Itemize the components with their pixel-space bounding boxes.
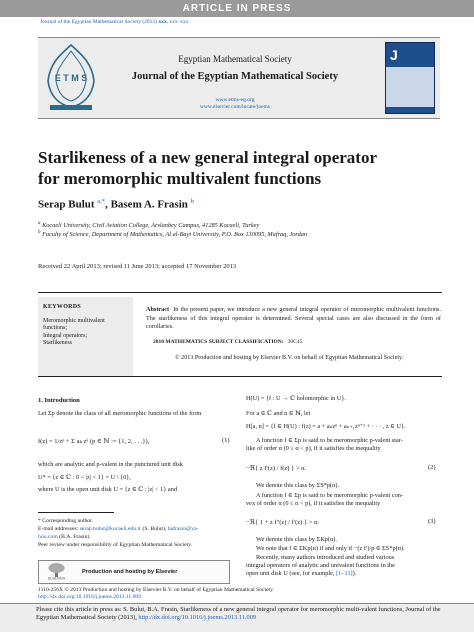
elsevier-tree-icon [41, 562, 81, 580]
msc-classification: 2010 MATHEMATICS SUBJECT CLASSIFICATION: 30C45 [153, 339, 303, 345]
journal-reference[interactable]: Journal of the Egyptian Mathematical Society (2013) xxx, xxx–xxx [40, 19, 189, 25]
author-1[interactable]: Serap Bulut [38, 198, 95, 211]
reference-link[interactable]: [1–11] [336, 570, 353, 577]
equation-3-number: (3) [428, 518, 436, 525]
keywords-heading: KEYWORDS [43, 304, 82, 310]
journal-cover-image [385, 42, 435, 114]
footnote-rule [38, 512, 114, 513]
logo-lettering: E T M S [54, 73, 88, 83]
email-link-frasin-cont[interactable]: hoo.com [38, 533, 58, 540]
right-text: open unit disk U (see, for example, [1–11]). [246, 570, 357, 577]
keyword-item: Starlikeness [43, 340, 72, 346]
society-name: Egyptian Mathematical Society [178, 54, 292, 64]
received-dates: Received 22 April 2013; revised 11 June 2013; accepted 17 November 2013 [38, 263, 237, 270]
right-text: We denote this class by ΣS*p(α). [256, 482, 340, 489]
article-in-press-banner: ARTICLE IN PRESS [0, 0, 474, 17]
elsevier-logo-word: ELSEVIER [47, 576, 66, 580]
elsevier-url-link[interactable]: www.elsevier.com/locate/joems [200, 104, 270, 110]
equation-2-number: (2) [428, 464, 436, 471]
right-text: Recently, many authors introduced and studied various [256, 554, 395, 561]
citation-doi-link[interactable]: http://dx.doi.org/10.1016/j.joems.2013.11.009 [138, 614, 257, 622]
intro-paragraph-3: where U is the open unit disk U = {z ∈ ℂ : |z| < 1} and [38, 486, 178, 493]
journal-name: Journal of the Egyptian Mathematical Society [131, 71, 339, 82]
right-text: For a ∈ ℂ and n ∈ ℕ, let [246, 410, 311, 417]
equation-1-number: (1) [222, 437, 230, 444]
peer-review-note: Peer review under responsibility of Egyptian Mathematical Society. [38, 542, 193, 548]
author-2[interactable]: , Basem A. Frasin [105, 198, 188, 211]
elsevier-hosting-text: Production and hosting by Elsevier [82, 569, 178, 575]
right-text: We denote this class by ΣKp(α). [256, 536, 337, 543]
author-2-affiliation-mark[interactable]: b [190, 198, 194, 205]
affiliation-a: $^a$ Kocaeli University, Civil Aviation College, Arslanbey Campus, 41285 Kocaeli, Turkey [38, 221, 260, 230]
article-title: Starlikeness of a new general integral operator for meromorphic multivalent functions [38, 148, 377, 188]
equation-2: −ℜ{ z f′(z) / f(z) } > α. [246, 465, 307, 472]
copyright-notice: © 2013 Production and hosting by Elsevier B.V. on behalf of Egyptian Mathematical Society. [175, 355, 404, 361]
keyword-item: Meromorphic multivalent [43, 318, 105, 324]
intro-paragraph-2: which are analytic and p-valent in the punctured unit disk [38, 461, 183, 468]
abstract: Abstract In the present paper, we introduce a new general integral operator of meromorphic multivalent functions. The starlikeness of this integral operator is determined. Several special cases are also discussed in the form of corollaries. [146, 306, 441, 331]
society-logo [42, 41, 100, 113]
issn-line: 1110-256X © 2013 Production and hosting by Elsevier B.V. on behalf of Egyptian Mathematical Society. http://dx.doi.org/10.1016/j.joems.2013.11.009 [38, 587, 442, 602]
right-text: A function f ∈ Σp is said to be meromorphic p-valent star- [256, 437, 403, 444]
right-text: We note that f ∈ ΣKp(α) if and only if −(z f′)/p ∈ ΣS*p(α). [256, 545, 405, 552]
right-text: like of order α (0 ≤ α < p), if it satisfies the inequality [246, 445, 381, 452]
author-1-affiliation-mark[interactable]: a,* [97, 198, 106, 205]
affiliation-b: $^b$ Faculty of Science, Department of Mathematics, Al al-Bayt University, P.O. Box 130095, Mafraq, Jordan [38, 230, 308, 239]
right-text: integral operators of analytic and univalent functions in the [246, 562, 395, 569]
doi-link[interactable]: http://dx.doi.org/10.1016/j.joems.2013.11.009 [38, 594, 142, 601]
right-text: vex of order α (0 ≤ α < p), if it satisfies the inequality [246, 500, 381, 507]
divider-bottom [38, 376, 442, 377]
divider-top [38, 292, 442, 293]
right-text: A function f ∈ Σp is said to be meromorphic p-valent con- [256, 492, 403, 499]
email-link-frasin[interactable]: bafrasin@ya- [167, 526, 199, 532]
society-url-link[interactable]: www.etms-eg.org [215, 97, 255, 103]
section-heading-introduction: 1. Introduction [38, 397, 80, 404]
cover-letter: J [390, 47, 398, 63]
equation-3: −ℜ{ 1 + z f″(z) / f′(z) } > α. [246, 519, 320, 526]
corresponding-author-note: * Corresponding author. [38, 518, 94, 524]
citation-text: Please cite this article in press as: S. Bulut, B.A. Frasin, Starlikeness of a new general integral operator for meromorphic multi-valent functions, Journal of the Egyptian Mathematical Society (2013), http://dx.doi.org/10.1016/j.joems.2013.11.009 [36, 606, 441, 622]
keyword-item: Integral operators; [43, 333, 88, 339]
class-h-definition: H[a, n] = {f ∈ H(U) : f(z) = a + aₙzⁿ + aₙ₊₁zⁿ⁺¹ + · · · , z ∈ U}. [246, 423, 406, 430]
intro-paragraph-1: Let Σp denote the class of all meromorphic functions of the form [38, 410, 202, 417]
holomorphic-set-definition: H(U) = {f : U → ℂ holomorphic in U}. [246, 395, 346, 402]
equation-1: f(z) = 1/zᵖ + Σ aₖ zᵏ (p ∈ ℕ := {1, 2, . . .}), [38, 438, 150, 445]
email-addresses: E-mail addresses: serap.bulut@kocaeli.edu.tr (S. Bulut), bafrasin@ya- hoo.com (B.A. Frasin). [38, 526, 199, 540]
author-list [38, 198, 194, 211]
keyword-item: functions; [43, 325, 67, 331]
punctured-disk-definition: U* = {z ∈ ℂ : 0 < |z| < 1} = U \ {0}, [38, 474, 131, 481]
email-link-bulut[interactable]: serap.bulut@kocaeli.edu.tr [79, 526, 142, 532]
